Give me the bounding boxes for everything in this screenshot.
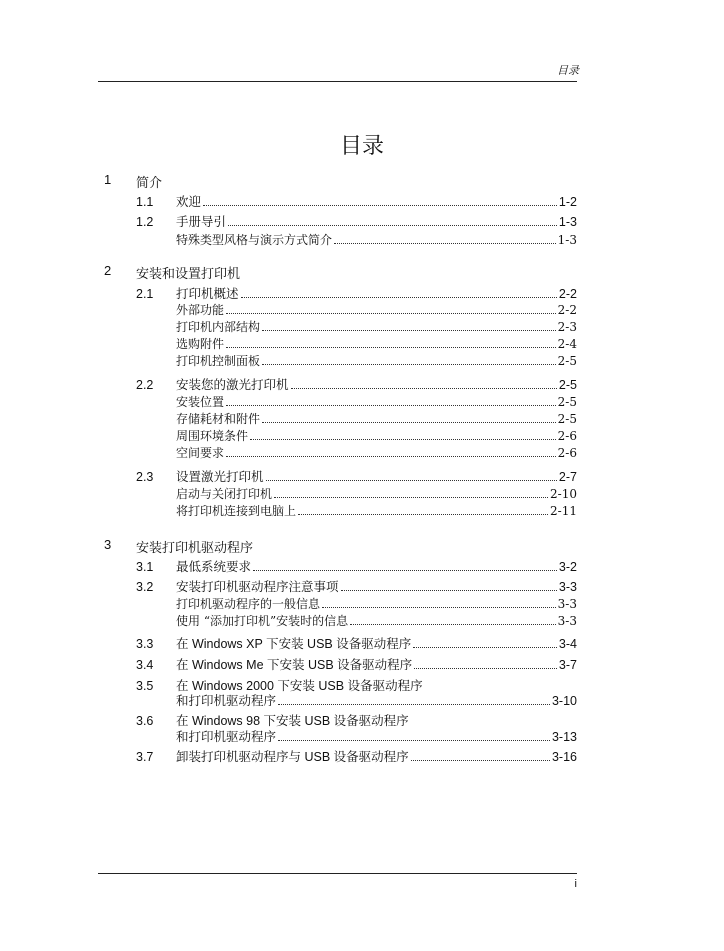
toc-subentry[interactable] — [176, 302, 577, 318]
toc-entry[interactable] — [176, 286, 577, 302]
toc-entry[interactable] — [176, 469, 577, 485]
toc-entry-page: 1-3 — [558, 215, 577, 229]
toc-entry-title: 空间要求 — [176, 446, 225, 460]
running-head: 目录 — [557, 65, 579, 77]
toc-entry-page: 3-2 — [558, 560, 577, 574]
toc-entry-page: 3-4 — [558, 637, 577, 651]
toc-entry-page: 1-2 — [558, 195, 577, 209]
chapter-number: 2 — [104, 263, 112, 278]
toc-entry-title: 周围环境条件 — [176, 429, 249, 443]
toc-entry-title: 手册导引 — [176, 215, 227, 229]
toc-entry-title: 设置激光打印机 — [176, 470, 264, 484]
header-rule — [98, 81, 577, 82]
section-number: 3.7 — [136, 750, 154, 764]
dot-leader — [298, 504, 548, 515]
toc-entry-title: 打印机内部结构 — [176, 320, 261, 334]
section-number: 3.5 — [136, 679, 154, 693]
section-number: 2.2 — [136, 378, 154, 392]
toc-entry-title: 打印机概述 — [176, 287, 239, 301]
toc-entry-page: 3-7 — [558, 658, 577, 672]
toc-entry-page: 2-7 — [558, 470, 577, 484]
dot-leader — [274, 487, 548, 498]
toc-subentry[interactable] — [176, 503, 577, 519]
dot-leader — [262, 412, 556, 423]
toc-entry-title: 将打印机连接到电脑上 — [176, 504, 297, 518]
toc-subentry[interactable] — [176, 411, 577, 427]
toc-entry-page: 3-3 — [557, 597, 577, 611]
dot-leader — [414, 658, 557, 669]
dot-leader — [253, 560, 557, 571]
toc-entry-title: 外部功能 — [176, 303, 225, 317]
toc-entry-page: 2-6 — [557, 446, 577, 460]
toc-entry[interactable] — [176, 559, 577, 575]
toc-subentry[interactable] — [176, 613, 577, 629]
section-number: 3.3 — [136, 637, 154, 651]
toc-subentry[interactable] — [176, 232, 577, 248]
toc-entry-page: 2-5 — [557, 395, 577, 409]
toc-entry-title: 和打印机驱动程序 — [176, 694, 277, 708]
toc-entry-page: 2-5 — [557, 412, 577, 426]
dot-leader — [203, 195, 557, 206]
toc-entry-title: 安装位置 — [176, 395, 225, 409]
toc-entry-page: 3-3 — [557, 614, 577, 628]
page-title: 目录 — [339, 133, 384, 158]
toc-entry-title: 安装打印机驱动程序注意事项 — [176, 580, 339, 594]
toc-entry[interactable] — [176, 749, 577, 765]
toc-entry-page: 2-4 — [557, 337, 577, 351]
toc-entry-page: 2-3 — [557, 320, 577, 334]
toc-entry[interactable] — [176, 214, 577, 230]
toc-entry[interactable] — [176, 194, 577, 210]
toc-entry-first-line: 在 Windows 98 下安装 USB 设备驱动程序 — [176, 714, 409, 728]
section-number: 2.3 — [136, 470, 154, 484]
section-number: 2.1 — [136, 287, 154, 301]
toc-entry-title: 特殊类型风格与演示方式简介 — [176, 233, 333, 247]
toc-entry-title: 在 Windows XP 下安装 USB 设备驱动程序 — [176, 637, 412, 651]
toc-entry-title: 打印机控制面板 — [176, 354, 261, 368]
chapter-title: 安装和设置打印机 — [136, 266, 241, 281]
toc-entry-page: 2-2 — [557, 303, 577, 317]
dot-leader — [413, 637, 557, 648]
section-number: 3.1 — [136, 560, 154, 574]
chapter-title: 简介 — [136, 175, 163, 190]
dot-leader — [228, 215, 557, 226]
section-number: 1.1 — [136, 195, 154, 209]
toc-entry[interactable] — [176, 377, 577, 393]
toc-entry-page: 2-11 — [550, 504, 577, 518]
dot-leader — [226, 303, 556, 314]
section-number: 1.2 — [136, 215, 154, 229]
dot-leader — [226, 446, 556, 457]
dot-leader — [266, 470, 557, 481]
section-number: 3.4 — [136, 658, 154, 672]
toc-entry-title: 打印机驱动程序的一般信息 — [176, 597, 321, 611]
toc-entry-title: 选购附件 — [176, 337, 225, 351]
toc-entry-title: 在 Windows Me 下安装 USB 设备驱动程序 — [176, 658, 413, 672]
toc-subentry[interactable] — [176, 596, 577, 612]
toc-entry-page: 1-3 — [557, 233, 577, 247]
toc-entry-title: 和打印机驱动程序 — [176, 730, 277, 744]
page-number: i — [574, 878, 577, 890]
toc-entry-page: 2-5 — [557, 354, 577, 368]
toc-entry[interactable] — [176, 579, 577, 595]
toc-entry-page: 3-3 — [558, 580, 577, 594]
toc-entry[interactable] — [176, 657, 577, 673]
toc-entry-title: 启动与关闭打印机 — [176, 487, 273, 501]
dot-leader — [278, 730, 550, 741]
toc-entry-title: 存储耗材和附件 — [176, 412, 261, 426]
toc-entry-title: 欢迎 — [176, 195, 202, 209]
dot-leader — [341, 580, 557, 591]
toc-entry-page: 2-5 — [558, 378, 577, 392]
toc-entry-page: 3-10 — [551, 694, 577, 708]
dot-leader — [226, 395, 556, 406]
toc-subentry[interactable] — [176, 336, 577, 352]
footer-rule — [98, 873, 577, 874]
toc-entry-page: 2-2 — [558, 287, 577, 301]
dot-leader — [262, 354, 556, 365]
toc-entry-page: 3-13 — [551, 730, 577, 744]
toc-entry[interactable] — [176, 636, 577, 652]
dot-leader — [241, 287, 557, 298]
chapter-number: 1 — [104, 172, 112, 187]
toc-entry-page: 2-10 — [550, 487, 577, 501]
toc-subentry[interactable] — [176, 445, 577, 461]
toc-subentry[interactable] — [176, 353, 577, 369]
dot-leader — [262, 320, 556, 331]
dot-leader — [291, 378, 557, 389]
toc-entry[interactable] — [176, 729, 577, 745]
dot-leader — [226, 337, 556, 348]
toc-entry-first-line: 在 Windows 2000 下安装 USB 设备驱动程序 — [176, 679, 423, 693]
toc-entry-title: 安装您的激光打印机 — [176, 378, 289, 392]
dot-leader — [350, 614, 556, 625]
section-number: 3.6 — [136, 714, 154, 728]
toc-entry[interactable] — [176, 693, 577, 709]
toc-entry-page: 3-16 — [551, 750, 577, 764]
toc-subentry[interactable] — [176, 319, 577, 335]
dot-leader — [411, 750, 550, 761]
dot-leader — [250, 429, 556, 440]
section-number: 3.2 — [136, 580, 154, 594]
dot-leader — [322, 597, 556, 608]
chapter-number: 3 — [104, 537, 112, 552]
toc-subentry[interactable] — [176, 394, 577, 410]
chapter-title: 安装打印机驱动程序 — [136, 540, 254, 555]
toc-subentry[interactable] — [176, 428, 577, 444]
dot-leader — [278, 694, 550, 705]
dot-leader — [334, 233, 556, 244]
toc-entry-title: 使用 “添加打印机”安装时的信息 — [176, 614, 349, 628]
toc-subentry[interactable] — [176, 486, 577, 502]
toc-entry-title: 卸装打印机驱动程序与 USB 设备驱动程序 — [176, 750, 409, 764]
toc-entry-page: 2-6 — [557, 429, 577, 443]
toc-entry-title: 最低系统要求 — [176, 560, 252, 574]
